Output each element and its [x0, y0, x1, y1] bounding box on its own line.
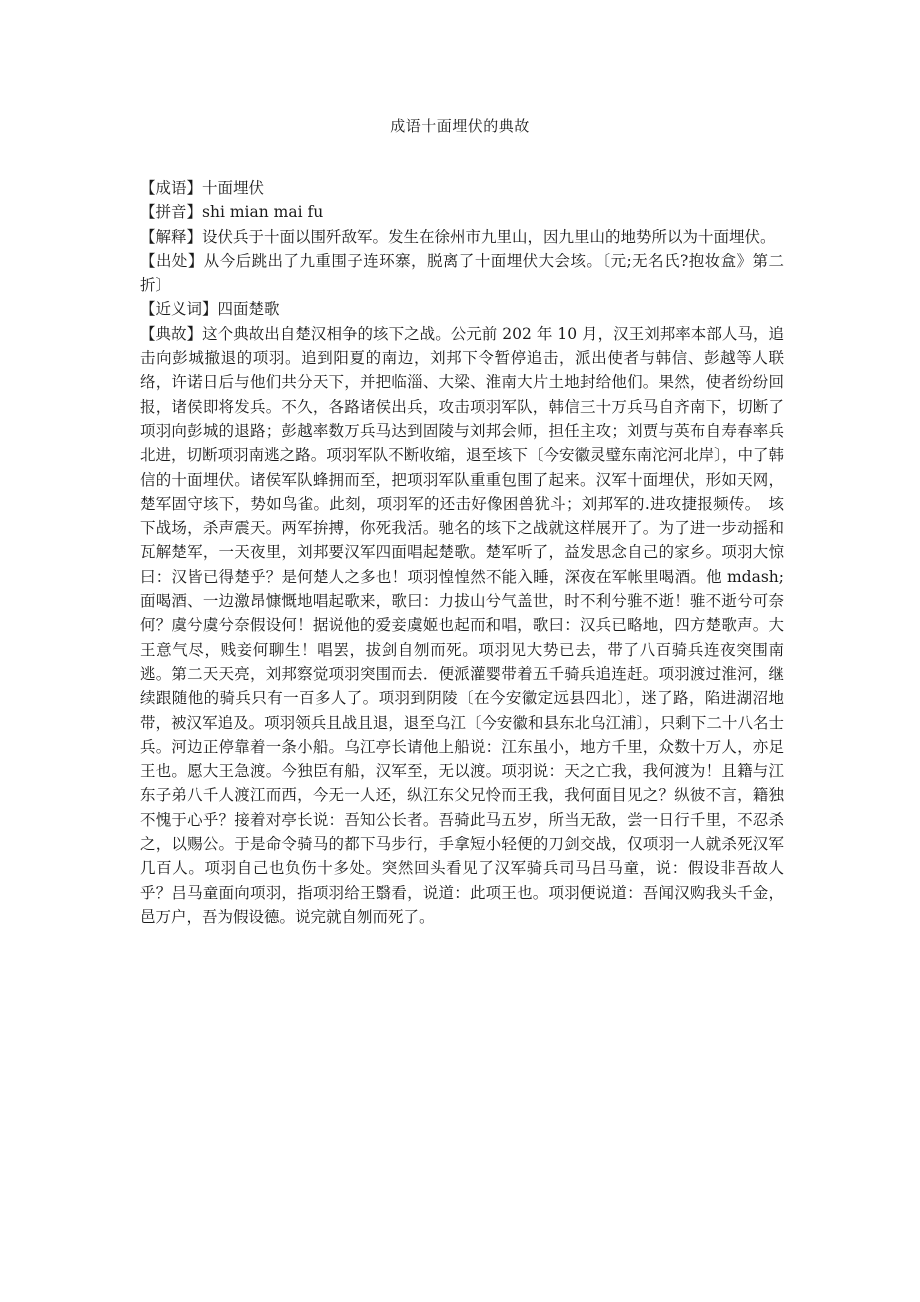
document-body [140, 176, 784, 929]
entry-text: 从今后跳出了九重围子连环寨，脱离了十面埋伏大会垓。〔元;无名氏?抱妆盒》第二折〕 [140, 251, 784, 295]
entry-text: 四面楚歌 [217, 300, 280, 319]
entry-label: 【解释】 [140, 227, 203, 246]
entry-synonym [140, 297, 784, 321]
entry-label: 【成语】 [140, 179, 203, 197]
entry-story [140, 322, 784, 929]
entry-text: 设伏兵于十面以围歼敌军。发生在徐州市九里山，因九里山的地势所以为十面埋伏。 [202, 227, 776, 246]
entry-idiom [140, 176, 784, 200]
entry-explanation [140, 225, 784, 249]
entry-text: shi mian mai fu [202, 203, 324, 222]
entry-label: 【出处】 [140, 251, 204, 270]
entry-text: 十面埋伏 [202, 179, 265, 197]
page-title: 成语十面埋伏的典故 [390, 117, 530, 135]
entry-label: 【典故】 [140, 324, 203, 343]
entry-text: 这个典故出自楚汉相争的垓下之战。公元前 202 年 10 月，汉王刘邦率本部人马，追击向彭城撤退的项羽。追到阳夏的南边，刘邦下令暂停追击，派出使者与韩信、彭越等人联络，许诺日后与他们共分天下，并把临淄、大梁、淮南大片土地封给他们。果然，使者纷纷回报，诸侯即将发兵。不久，各路诸侯出兵，攻击项羽军队，韩信三十万兵马自齐南下，切断了项羽向彭城的退路；彭越率数万兵马达到固陵与刘邦会师，担任主攻；刘贾与英布自寿春率兵北进，切断项羽南逃之路。项羽军队不断收缩，退至垓下〔今安徽灵璧东南沱河北岸〕，中了韩信的十面埋伏。诸侯军队蜂拥而至，把项羽军队重重包围了起来。汉军十面埋伏，形如天网，楚军固守垓下，势如鸟雀。此刻，项羽军的还击好像困兽犹斗；刘邦军的.进攻捷报频传。 垓下战场，杀声震天。两军拚搏，你死我活。驰名的垓下之战就这样展开了。为了进一步动摇和瓦解楚军，一天夜里，刘邦要汉军四面唱起楚歌。楚军听了，益发思念自己的家乡。项羽大惊曰：汉皆已得楚乎？是何楚人之多也！项羽惶惶然不能入睡，深夜在军帐里喝酒。他 mdash;面喝酒、一边激昂慷慨地唱起歌来，歌曰：力拔山兮气盖世，时不利兮骓不逝！骓不逝兮可奈何？虞兮虞兮奈假设何！据说他的爱妾虞姬也起而和唱，歌曰：汉兵已略地，四方楚歌声。大王意气尽，贱妾何聊生！唱罢，拔剑自刎而死。项羽见大势已去，带了八百骑兵连夜突围南逃。第二天天亮，刘邦察觉项羽突围而去．便派灌婴带着五千骑兵追连赶。项羽渡过淮河，继续跟随他的骑兵只有一百多人了。项羽到阴陵〔在今安徽定远县四北〕，迷了路，陷进湖沼地带，被汉军追及。项羽领兵且战且退，退至乌江〔今安徽和县东北乌江浦〕，只剩下二十八名士兵。河边正停靠着一条小船。乌江亭长请他上船说：江东虽小，地方千里，众数十万人，亦足王也。愿大王急渡。今独臣有船，汉军至，无以渡。项羽说：天之亡我，我何渡为！且籍与江东子弟八千人渡江而西，今无一人还，纵江东父兄怜而王我，我何面目见之？纵彼不言，籍独不愧于心乎？接着对亭长说：吾知公长者。吾骑此马五岁，所当无敌，尝一日行千里，不忍杀之，以赐公。于是命令骑马的都下马步行，手拿短小轻便的刀剑交战，仅项羽一人就杀死汉军几百人。项羽自己也负伤十多处。突然回头看见了汉军骑兵司马吕马童，说：假设非吾故人乎？吕马童面向项羽，指项羽给王翳看，说道：此项王也。项羽便说道：吾闻汉购我头千金，邑万户，吾为假设德。说完就自刎而死了。 [140, 324, 784, 926]
entry-source [140, 249, 784, 298]
entry-pinyin [140, 200, 784, 224]
entry-label: 【近义词】 [140, 300, 218, 319]
entry-label: 【拼音】 [140, 203, 203, 222]
